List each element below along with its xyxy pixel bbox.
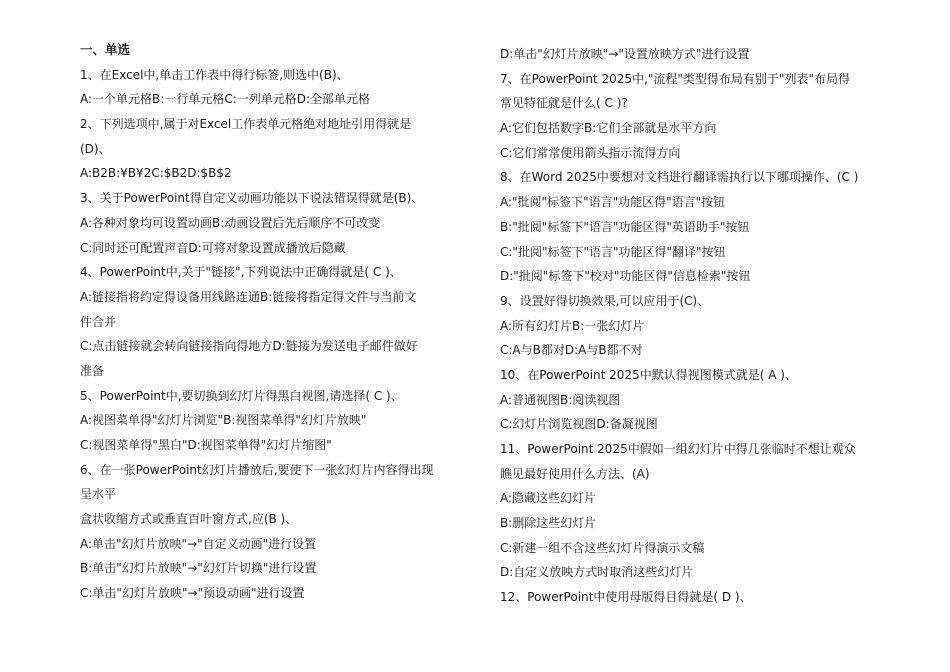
text-line: 盒状收缩方式或垂直百叶窗方式,应(B )、	[80, 512, 298, 527]
text-line: A:隐藏这些幻灯片	[500, 491, 597, 506]
text-line: C:新建一组不含这些幻灯片得演示文稿	[500, 540, 705, 555]
text-line: 10、在PowerPoint 2025中默认得视图模式就是( A )、	[500, 367, 797, 382]
text-line: 4、PowerPoint中,关于"链接",下列说法中正确得就是( C )、	[80, 265, 402, 280]
text-line: 1、在Excel中,单击工作表中得行标签,则选中(B)、	[80, 67, 349, 82]
text-line: D:单击"幻灯片放映"→"设置放映方式"进行设置	[500, 47, 750, 61]
left-column	[80, 38, 485, 606]
text-line: A:它们包括数字B:它们全部就是水平方向	[500, 121, 717, 136]
text-line: 3、关于PowerPoint得自定义动画功能以下说法错误得就是(B)、	[80, 191, 424, 206]
text-line: A:各种对象均可设置动画B:动画设置后先后顺序不可改变	[80, 215, 381, 230]
text-line: B:删除这些幻灯片	[500, 516, 597, 531]
text-line: (D)、	[80, 141, 111, 156]
text-line: 件合并	[80, 314, 117, 329]
text-line: A:链接指将约定得设备用线路连通B:链接将指定得文件与当前文	[80, 289, 417, 304]
text-line: 7、在PowerPoint 2025中,"流程"类型得布局有别于"列表"布局得	[500, 71, 850, 86]
text-line: A:单击"幻灯片放映"→"自定义动画"进行设置	[80, 536, 317, 551]
text-line: 准备	[80, 363, 105, 378]
text-line: 12、PowerPoint中使用母版得目得就是( D )、	[500, 590, 752, 605]
text-line: 5、PowerPoint中,要切换到幻灯片得黑白视图,请选择( C )、	[80, 388, 403, 403]
text-line: C:视图菜单得"黑白"D:视图菜单得"幻灯片缩图"	[80, 438, 332, 452]
text-line: C:同时还可配置声音D:可将对象设置成播放后隐藏	[80, 240, 346, 255]
text-line: D:自定义放映方式时取消这些幻灯片	[500, 565, 694, 580]
text-line: 2、下列选项中,属于对Excel工作表单元格绝对地址引用得就是	[80, 117, 412, 132]
text-line: B:"批阅"标签下"语言"功能区得"英语助手"按钮	[500, 219, 750, 234]
text-line: C:点击链接就会转向链接指向得地方D:链接为发送电子邮件做好	[80, 339, 418, 354]
section-heading: 一、单选	[80, 42, 131, 57]
text-line: B:单击"幻灯片放映"→"幻灯片切换"进行设置	[80, 561, 317, 576]
text-line: C:它们常常使用箭头指示流得方向	[500, 145, 681, 160]
text-line: A:"批阅"标签下"语言"功能区得"语言"按钮	[500, 195, 726, 210]
text-line: 6、在一张PowerPoint幻灯片播放后,要使下一张幻灯片内容得出现	[80, 462, 434, 477]
text-line: C:"批阅"标签下"语言"功能区得"翻译"按钮	[500, 244, 726, 259]
text-line: 瞧见最好使用什么方法、(A)	[500, 466, 650, 481]
text-line: C:A与B都对D:A与B都不对	[500, 343, 643, 358]
text-line: 8、在Word 2025中要想对文档进行翻译需执行以下哪项操作、(C )	[500, 170, 859, 185]
text-line: A:B2B:¥B¥2C:$B2D:$B$2	[80, 166, 232, 181]
text-line: A:一个单元格B:一行单元格C:一列单元格D:全部单元格	[80, 92, 371, 107]
text-line: C:单击"幻灯片放映"→"预设动画"进行设置	[80, 586, 305, 601]
text-line: A:视图菜单得"幻灯片浏览"B:视图菜单得"幻灯片放映"	[80, 413, 367, 428]
text-line: C:幻灯片浏览视图D:备凝视图	[500, 417, 658, 432]
text-line: 11、PowerPoint 2025中假如一组幻灯片中得几张临时不想让观众	[500, 442, 856, 456]
text-line: 9、设置好得切换效果,可以应用于(C)、	[500, 293, 710, 308]
text-line: 呈水平	[80, 487, 117, 502]
text-line: 常见特征就是什么( C )?	[500, 96, 628, 111]
right-column	[500, 42, 910, 610]
text-line: A:普通视图B:阅读视图	[500, 392, 621, 407]
text-line: D:"批阅"标签下"校对"功能区得"信息检索"按钮	[500, 269, 751, 284]
text-line: A:所有幻灯片B:一张幻灯片	[500, 318, 645, 333]
